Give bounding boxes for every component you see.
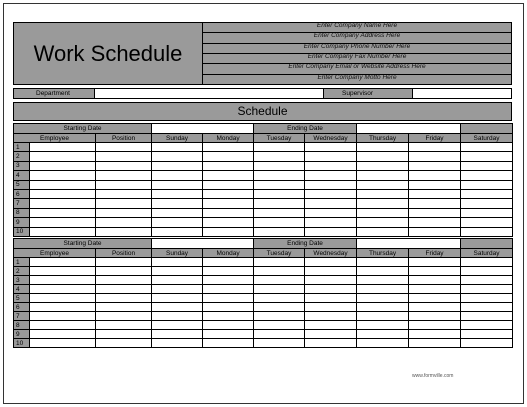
table-row xyxy=(14,208,513,217)
monday-cell[interactable] xyxy=(203,152,254,161)
friday-cell[interactable] xyxy=(409,180,461,189)
col-header-sunday: Sunday xyxy=(152,249,203,258)
supervisor-label: Supervisor xyxy=(342,90,374,97)
friday-cell[interactable] xyxy=(409,285,461,294)
col-header-employee: Employee xyxy=(14,134,96,143)
thursday-cell[interactable] xyxy=(357,303,409,312)
sunday-cell[interactable] xyxy=(152,199,203,208)
sunday-cell[interactable] xyxy=(152,152,203,161)
position-cell[interactable] xyxy=(96,285,152,294)
tuesday-cell[interactable] xyxy=(254,294,305,303)
col-header-monday: Monday xyxy=(203,249,254,258)
company-motto-field[interactable]: Enter Company Motto Here xyxy=(203,75,511,84)
wednesday-cell[interactable] xyxy=(305,152,357,161)
thursday-cell[interactable] xyxy=(357,180,409,189)
ending-date-field[interactable] xyxy=(357,124,461,134)
friday-cell[interactable] xyxy=(409,227,461,236)
employee-cell[interactable] xyxy=(30,208,96,217)
monday-cell[interactable] xyxy=(203,180,254,189)
position-cell[interactable] xyxy=(96,258,152,267)
col-header-wednesday: Wednesday xyxy=(305,134,357,143)
col-header-friday: Friday xyxy=(409,249,461,258)
employee-cell[interactable] xyxy=(30,189,96,198)
starting-date-field[interactable] xyxy=(152,124,254,134)
employee-cell[interactable] xyxy=(30,321,96,330)
sunday-cell[interactable] xyxy=(152,321,203,330)
col-header-monday: Monday xyxy=(203,134,254,143)
employee-cell[interactable] xyxy=(30,171,96,180)
row-number: 3 xyxy=(14,276,30,285)
saturday-cell[interactable] xyxy=(461,161,513,170)
tuesday-cell[interactable] xyxy=(254,312,305,321)
saturday-cell[interactable] xyxy=(461,339,513,348)
table-row xyxy=(14,276,513,285)
position-cell[interactable] xyxy=(96,321,152,330)
table-row xyxy=(14,321,513,330)
col-header-employee: Employee xyxy=(14,249,96,258)
wednesday-cell[interactable] xyxy=(305,312,357,321)
table-row xyxy=(14,258,513,267)
row-number: 7 xyxy=(14,199,30,208)
sunday-cell[interactable] xyxy=(152,294,203,303)
saturday-cell[interactable] xyxy=(461,294,513,303)
row-number: 3 xyxy=(14,161,30,170)
saturday-cell[interactable] xyxy=(461,258,513,267)
position-cell[interactable] xyxy=(96,208,152,217)
sunday-cell[interactable] xyxy=(152,208,203,217)
monday-cell[interactable] xyxy=(203,312,254,321)
position-cell[interactable] xyxy=(96,227,152,236)
col-header-wednesday: Wednesday xyxy=(305,249,357,258)
employee-cell[interactable] xyxy=(30,303,96,312)
wednesday-cell[interactable] xyxy=(305,161,357,170)
department-field[interactable] xyxy=(94,89,324,98)
wednesday-cell[interactable] xyxy=(305,339,357,348)
friday-cell[interactable] xyxy=(409,152,461,161)
friday-cell[interactable] xyxy=(409,321,461,330)
monday-cell[interactable] xyxy=(203,218,254,227)
position-cell[interactable] xyxy=(96,330,152,339)
thursday-cell[interactable] xyxy=(357,321,409,330)
header-spacer xyxy=(461,124,513,134)
row-number: 2 xyxy=(14,267,30,276)
table-1-body xyxy=(14,143,513,237)
monday-cell[interactable] xyxy=(203,303,254,312)
sunday-cell[interactable] xyxy=(152,303,203,312)
saturday-cell[interactable] xyxy=(461,312,513,321)
table-row xyxy=(14,171,513,180)
schedule-table-2 xyxy=(13,238,513,348)
wednesday-cell[interactable] xyxy=(305,330,357,339)
table-row xyxy=(14,143,513,152)
tuesday-cell[interactable] xyxy=(254,161,305,170)
saturday-cell[interactable] xyxy=(461,208,513,217)
saturday-cell[interactable] xyxy=(461,330,513,339)
tuesday-cell[interactable] xyxy=(254,199,305,208)
table-row xyxy=(14,312,513,321)
table-row xyxy=(14,180,513,189)
ending-date-field[interactable] xyxy=(357,239,461,249)
row-number: 9 xyxy=(14,330,30,339)
table-row xyxy=(14,161,513,170)
col-header-thursday: Thursday xyxy=(357,134,409,143)
table-row xyxy=(14,227,513,236)
monday-cell[interactable] xyxy=(203,321,254,330)
sunday-cell[interactable] xyxy=(152,276,203,285)
thursday-cell[interactable] xyxy=(357,227,409,236)
table-row xyxy=(14,218,513,227)
employee-cell[interactable] xyxy=(30,199,96,208)
thursday-cell[interactable] xyxy=(357,208,409,217)
wednesday-cell[interactable] xyxy=(305,303,357,312)
company-name-field[interactable]: Enter Company Name Here xyxy=(203,23,511,33)
employee-cell[interactable] xyxy=(30,180,96,189)
monday-cell[interactable] xyxy=(203,258,254,267)
employee-cell[interactable] xyxy=(30,312,96,321)
position-cell[interactable] xyxy=(96,143,152,152)
sunday-cell[interactable] xyxy=(152,267,203,276)
sunday-cell[interactable] xyxy=(152,180,203,189)
monday-cell[interactable] xyxy=(203,189,254,198)
saturday-cell[interactable] xyxy=(461,227,513,236)
friday-cell[interactable] xyxy=(409,218,461,227)
thursday-cell[interactable] xyxy=(357,339,409,348)
company-address-field[interactable]: Enter Company Address Here xyxy=(203,33,511,43)
department-label: Department xyxy=(36,90,70,97)
position-cell[interactable] xyxy=(96,294,152,303)
employee-cell[interactable] xyxy=(30,267,96,276)
thursday-cell[interactable] xyxy=(357,276,409,285)
monday-cell[interactable] xyxy=(203,161,254,170)
table-row xyxy=(14,189,513,198)
monday-cell[interactable] xyxy=(203,276,254,285)
row-number: 6 xyxy=(14,303,30,312)
wednesday-cell[interactable] xyxy=(305,199,357,208)
employee-cell[interactable] xyxy=(30,258,96,267)
thursday-cell[interactable] xyxy=(357,267,409,276)
table-row xyxy=(14,285,513,294)
tuesday-cell[interactable] xyxy=(254,285,305,294)
friday-cell[interactable] xyxy=(409,312,461,321)
position-cell[interactable] xyxy=(96,180,152,189)
thursday-cell[interactable] xyxy=(357,312,409,321)
row-number: 9 xyxy=(14,218,30,227)
tuesday-cell[interactable] xyxy=(254,330,305,339)
row-number: 2 xyxy=(14,152,30,161)
wednesday-cell[interactable] xyxy=(305,294,357,303)
saturday-cell[interactable] xyxy=(461,143,513,152)
saturday-cell[interactable] xyxy=(461,189,513,198)
col-header-saturday: Saturday xyxy=(461,134,513,143)
thursday-cell[interactable] xyxy=(357,218,409,227)
employee-cell[interactable] xyxy=(30,339,96,348)
row-number: 5 xyxy=(14,294,30,303)
tuesday-cell[interactable] xyxy=(254,171,305,180)
starting-date-label: Starting Date xyxy=(14,124,152,134)
col-header-tuesday: Tuesday xyxy=(254,134,305,143)
saturday-cell[interactable] xyxy=(461,218,513,227)
tuesday-cell[interactable] xyxy=(254,143,305,152)
monday-cell[interactable] xyxy=(203,227,254,236)
sunday-cell[interactable] xyxy=(152,258,203,267)
saturday-cell[interactable] xyxy=(461,276,513,285)
col-header-friday: Friday xyxy=(409,134,461,143)
company-info-block xyxy=(203,22,512,85)
monday-cell[interactable] xyxy=(203,143,254,152)
wednesday-cell[interactable] xyxy=(305,285,357,294)
position-cell[interactable] xyxy=(96,152,152,161)
tuesday-cell[interactable] xyxy=(254,276,305,285)
employee-cell[interactable] xyxy=(30,143,96,152)
tuesday-cell[interactable] xyxy=(254,218,305,227)
row-number: 8 xyxy=(14,321,30,330)
employee-cell[interactable] xyxy=(30,285,96,294)
monday-cell[interactable] xyxy=(203,171,254,180)
tuesday-cell[interactable] xyxy=(254,303,305,312)
company-phone-field[interactable]: Enter Company Phone Number Here xyxy=(203,44,511,54)
thursday-cell[interactable] xyxy=(357,285,409,294)
saturday-cell[interactable] xyxy=(461,199,513,208)
employee-cell[interactable] xyxy=(30,152,96,161)
wednesday-cell[interactable] xyxy=(305,189,357,198)
sunday-cell[interactable] xyxy=(152,143,203,152)
wednesday-cell[interactable] xyxy=(305,218,357,227)
tuesday-cell[interactable] xyxy=(254,227,305,236)
sunday-cell[interactable] xyxy=(152,171,203,180)
wednesday-cell[interactable] xyxy=(305,321,357,330)
thursday-cell[interactable] xyxy=(357,161,409,170)
position-cell[interactable] xyxy=(96,312,152,321)
col-header-saturday: Saturday xyxy=(461,249,513,258)
saturday-cell[interactable] xyxy=(461,180,513,189)
row-number: 4 xyxy=(14,285,30,294)
sunday-cell[interactable] xyxy=(152,227,203,236)
friday-cell[interactable] xyxy=(409,267,461,276)
saturday-cell[interactable] xyxy=(461,321,513,330)
table-row xyxy=(14,152,513,161)
col-header-position: Position xyxy=(96,249,152,258)
employee-cell[interactable] xyxy=(30,218,96,227)
position-cell[interactable] xyxy=(96,189,152,198)
col-header-position: Position xyxy=(96,134,152,143)
wednesday-cell[interactable] xyxy=(305,208,357,217)
row-number: 1 xyxy=(14,143,30,152)
form-title-box xyxy=(13,22,203,85)
position-cell[interactable] xyxy=(96,171,152,180)
tuesday-cell[interactable] xyxy=(254,258,305,267)
starting-date-field[interactable] xyxy=(152,239,254,249)
row-number: 10 xyxy=(14,227,30,236)
employee-cell[interactable] xyxy=(30,330,96,339)
monday-cell[interactable] xyxy=(203,267,254,276)
employee-cell[interactable] xyxy=(30,227,96,236)
row-number: 4 xyxy=(14,171,30,180)
monday-cell[interactable] xyxy=(203,285,254,294)
thursday-cell[interactable] xyxy=(357,189,409,198)
thursday-cell[interactable] xyxy=(357,199,409,208)
friday-cell[interactable] xyxy=(409,189,461,198)
table-row xyxy=(14,339,513,348)
thursday-cell[interactable] xyxy=(357,152,409,161)
friday-cell[interactable] xyxy=(409,258,461,267)
tuesday-cell[interactable] xyxy=(254,152,305,161)
table-row xyxy=(14,303,513,312)
sunday-cell[interactable] xyxy=(152,285,203,294)
schedule-heading: Schedule xyxy=(13,102,512,121)
company-fax-field[interactable]: Enter Company Fax Number Here xyxy=(203,54,511,64)
sunday-cell[interactable] xyxy=(152,218,203,227)
row-number: 7 xyxy=(14,312,30,321)
form-title: Work Schedule xyxy=(33,40,183,66)
wednesday-cell[interactable] xyxy=(305,258,357,267)
wednesday-cell[interactable] xyxy=(305,180,357,189)
friday-cell[interactable] xyxy=(409,294,461,303)
table-row xyxy=(14,294,513,303)
row-number: 8 xyxy=(14,208,30,217)
position-cell[interactable] xyxy=(96,267,152,276)
table-row xyxy=(14,267,513,276)
wednesday-cell[interactable] xyxy=(305,143,357,152)
friday-cell[interactable] xyxy=(409,199,461,208)
sunday-cell[interactable] xyxy=(152,161,203,170)
sunday-cell[interactable] xyxy=(152,312,203,321)
header-spacer xyxy=(461,239,513,249)
row-number: 5 xyxy=(14,180,30,189)
thursday-cell[interactable] xyxy=(357,330,409,339)
position-cell[interactable] xyxy=(96,161,152,170)
wednesday-cell[interactable] xyxy=(305,171,357,180)
table-row xyxy=(14,330,513,339)
employee-cell[interactable] xyxy=(30,276,96,285)
friday-cell[interactable] xyxy=(409,276,461,285)
row-number: 1 xyxy=(14,258,30,267)
saturday-cell[interactable] xyxy=(461,303,513,312)
col-header-thursday: Thursday xyxy=(357,249,409,258)
sunday-cell[interactable] xyxy=(152,330,203,339)
tuesday-cell[interactable] xyxy=(254,339,305,348)
tuesday-cell[interactable] xyxy=(254,208,305,217)
schedule-table-1 xyxy=(13,123,513,237)
friday-cell[interactable] xyxy=(409,303,461,312)
tuesday-cell[interactable] xyxy=(254,321,305,330)
wednesday-cell[interactable] xyxy=(305,227,357,236)
thursday-cell[interactable] xyxy=(357,143,409,152)
employee-cell[interactable] xyxy=(30,161,96,170)
position-cell[interactable] xyxy=(96,339,152,348)
starting-date-label: Starting Date xyxy=(14,239,152,249)
wednesday-cell[interactable] xyxy=(305,276,357,285)
friday-cell[interactable] xyxy=(409,208,461,217)
monday-cell[interactable] xyxy=(203,208,254,217)
table-2-body xyxy=(14,258,513,348)
monday-cell[interactable] xyxy=(203,330,254,339)
saturday-cell[interactable] xyxy=(461,171,513,180)
position-cell[interactable] xyxy=(96,303,152,312)
sunday-cell[interactable] xyxy=(152,339,203,348)
ending-date-label: Ending Date xyxy=(254,239,357,249)
wednesday-cell[interactable] xyxy=(305,267,357,276)
col-header-tuesday: Tuesday xyxy=(254,249,305,258)
monday-cell[interactable] xyxy=(203,339,254,348)
tuesday-cell[interactable] xyxy=(254,180,305,189)
row-number: 6 xyxy=(14,189,30,198)
friday-cell[interactable] xyxy=(409,161,461,170)
table-row xyxy=(14,199,513,208)
footer-text: www.formville.com xyxy=(412,373,454,379)
sunday-cell[interactable] xyxy=(152,189,203,198)
saturday-cell[interactable] xyxy=(461,267,513,276)
thursday-cell[interactable] xyxy=(357,171,409,180)
position-cell[interactable] xyxy=(96,276,152,285)
row-number: 10 xyxy=(14,339,30,348)
tuesday-cell[interactable] xyxy=(254,267,305,276)
position-cell[interactable] xyxy=(96,199,152,208)
supervisor-field[interactable] xyxy=(412,89,511,98)
company-email-field[interactable]: Enter Company Email or Website Address Here xyxy=(203,64,511,74)
saturday-cell[interactable] xyxy=(461,152,513,161)
friday-cell[interactable] xyxy=(409,143,461,152)
monday-cell[interactable] xyxy=(203,199,254,208)
thursday-cell[interactable] xyxy=(357,258,409,267)
ending-date-label: Ending Date xyxy=(254,124,357,134)
saturday-cell[interactable] xyxy=(461,285,513,294)
department-row xyxy=(13,88,512,99)
thursday-cell[interactable] xyxy=(357,294,409,303)
employee-cell[interactable] xyxy=(30,294,96,303)
position-cell[interactable] xyxy=(96,218,152,227)
col-header-sunday: Sunday xyxy=(152,134,203,143)
friday-cell[interactable] xyxy=(409,171,461,180)
tuesday-cell[interactable] xyxy=(254,189,305,198)
friday-cell[interactable] xyxy=(409,330,461,339)
monday-cell[interactable] xyxy=(203,294,254,303)
friday-cell[interactable] xyxy=(409,339,461,348)
